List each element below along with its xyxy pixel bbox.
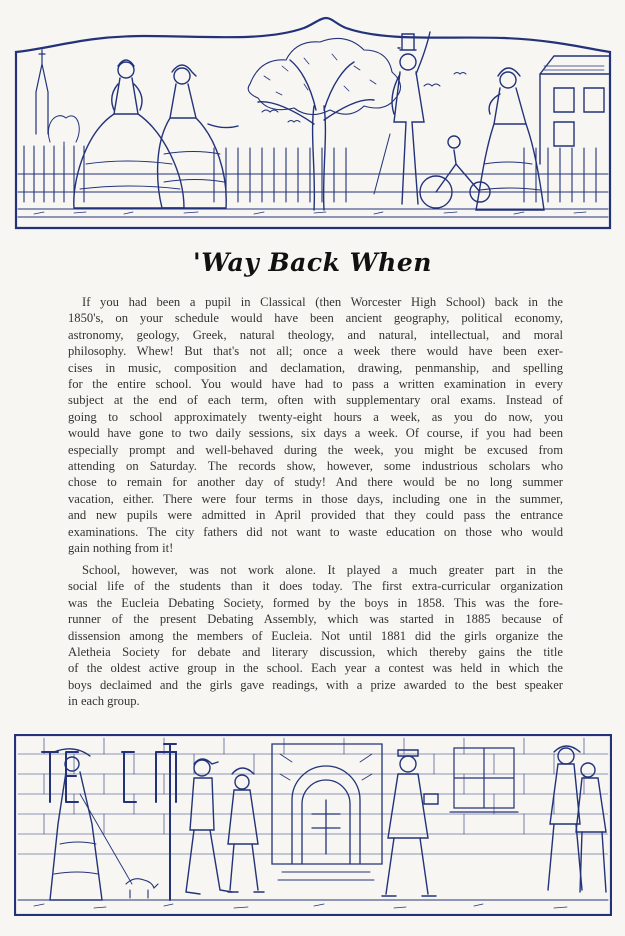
- lady-hoop-dress-1: [74, 60, 184, 208]
- birds: [262, 73, 466, 123]
- boy-walking: [186, 759, 232, 894]
- paragraph-1-line: would have gone to two daily sessions, six days a week. Of course, if you had been: [68, 426, 563, 441]
- top-illustration-victorian-scene: [14, 14, 612, 230]
- article-title: 'Way Back When: [193, 248, 432, 277]
- paragraph-1-line: vacation, either. There were four terms in those days, including one in the summer,: [68, 491, 563, 506]
- student-with-books: [382, 750, 438, 896]
- couple-right: [548, 746, 606, 892]
- paragraph-2-line: Aletheia Society for debate and literary discussion, which thereby gains the title: [68, 645, 563, 660]
- child-on-bicycle: [420, 136, 490, 208]
- paragraph-1-line: astronomy, geology, Greek, natural theology, and natural, intellectual, and moral: [68, 327, 563, 342]
- paragraph-2-line: dissension among the members of Eucleia. Not until 1881 did the girls organize the: [68, 628, 563, 643]
- illustration-frame: [15, 735, 611, 915]
- window-right: [450, 748, 518, 812]
- paragraph-2-line: boys declaimed and the girls gave readings, with a prize awarded to the best speaker: [68, 677, 563, 692]
- paragraph-2-line: of the oldest active group in the school. Each year a contest was held in which the: [68, 661, 563, 676]
- paragraph-2: [68, 562, 563, 710]
- paragraph-1-line: cises in music, composition and declamation, drawing, penmanship, and spelling: [68, 360, 563, 375]
- bottom-illustration-school-scene: [14, 734, 612, 916]
- paragraph-1: [68, 294, 563, 557]
- paragraph-1-line: chose to remain for another day of study! And there would be no long summer: [68, 475, 563, 490]
- lady-bustle-dress: [476, 68, 544, 210]
- gentleman-top-hat: [374, 32, 430, 204]
- paragraph-1-line: going to school approximately twenty-eight hours a week, as you do now, you: [68, 409, 563, 424]
- paragraph-1-line: especially prompt and well-behaved during the week, you might be excused from: [68, 442, 563, 457]
- paragraph-2-line: social life of the students than it does today. The first extra-curricular organization: [68, 579, 563, 594]
- paragraph-1-line: philosophy. Whew! But that's not all; once a week there would have been exer-: [68, 344, 563, 359]
- paragraph-2-line: was the Eucleia Debating Society, formed by the boys in 1858. This was the fore-: [68, 595, 563, 610]
- arched-doorway: [272, 744, 382, 880]
- tree-center: [248, 38, 400, 210]
- paragraph-2-line: runner of the present Debating Assembly, which was started in 1885 because of: [68, 612, 563, 627]
- paragraph-1-line: 1850's, on your schedule would have been ancient geography, political economy,: [68, 311, 563, 326]
- paragraph-1-line: attending on Saturday. The records show, however, some industrious scholars who: [68, 459, 563, 474]
- paragraph-1-line: examinations. The city fathers did not want to waste education on those who would: [68, 524, 563, 539]
- paragraph-1-line: gain nothing from it!: [68, 541, 174, 556]
- lamp-post: [164, 744, 176, 900]
- paragraph-1-line: subject at the end of each term, often with supplementary oral exams. Instead of: [68, 393, 563, 408]
- lady-hoop-dress-2: [158, 65, 238, 208]
- church-steeple: [36, 50, 48, 134]
- paragraph-1-line: and new pupils were admitted in April provided that they could pass the entrance: [68, 508, 563, 523]
- paragraph-2-line: School, however, was not work alone. It played a much greater part in the: [82, 563, 563, 577]
- paragraph-1-line: for the entire school. You would have had to pass a written examination in every: [68, 377, 563, 392]
- brick-wall: [18, 738, 608, 854]
- paragraph-1-line: If you had been a pupil in Classical (then Worcester High School) back in the: [82, 295, 563, 309]
- house-right: [540, 56, 610, 164]
- paragraph-2-line: in each group.: [68, 694, 140, 709]
- girl-cloche-hat: [228, 768, 264, 892]
